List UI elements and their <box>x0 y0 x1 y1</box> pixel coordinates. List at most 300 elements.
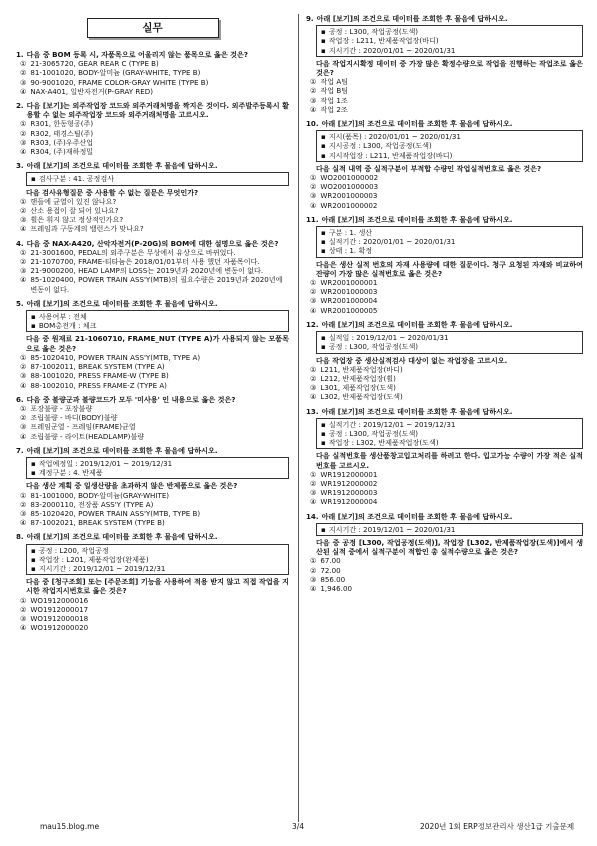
question-text: 아래 [보기]의 조건으로 데이터를 조회한 후 물음에 답하시오. <box>321 319 513 329</box>
answer-option <box>310 201 583 210</box>
sub-question: 다음 작업장 중 생산실적검사 대상이 없는 작업장을 고르시오. <box>316 355 508 365</box>
answer-option <box>310 556 583 565</box>
option-number: ② <box>310 287 317 297</box>
option-number: ① <box>20 490 27 500</box>
condition-box <box>316 130 583 162</box>
answer-option <box>310 77 583 86</box>
answer-option <box>20 614 289 623</box>
answer-option <box>310 96 583 105</box>
bullet-icon: ▪ <box>321 342 326 352</box>
condition-line <box>31 312 284 321</box>
bullet-icon: ▪ <box>321 246 326 256</box>
question-stem <box>306 215 583 224</box>
option-text: WO1912000018 <box>30 613 89 623</box>
condition-box <box>26 544 289 576</box>
option-number: ③ <box>310 488 317 498</box>
bullet-icon: ▪ <box>321 150 326 160</box>
condition-line <box>31 459 284 468</box>
option-number: ① <box>310 278 317 288</box>
option-number: ② <box>310 478 317 488</box>
option-text: L212, 반제품작업장(휠) <box>320 373 396 383</box>
option-number: ③ <box>20 77 27 87</box>
condition-text: 실적기간 : 2020/01/01 ~ 2020/01/31 <box>328 237 456 247</box>
condition-text: 실적일 : 2019/12/01 ~ 2020/01/31 <box>328 333 449 343</box>
answer-option <box>20 432 289 441</box>
option-number: ③ <box>20 137 27 147</box>
question-stem <box>306 14 583 23</box>
condition-line <box>321 333 578 342</box>
question-number: 11. <box>306 214 319 224</box>
bullet-icon: ▪ <box>321 132 326 142</box>
question-stem <box>16 50 289 59</box>
option-text: WR1912000002 <box>320 478 378 488</box>
answer-option <box>20 422 289 431</box>
question-10 <box>306 119 583 210</box>
option-text: 조립불량 - 바디(BODY)불량 <box>30 413 118 423</box>
question-6 <box>16 395 289 441</box>
option-number: ② <box>310 565 317 575</box>
question-text: 아래 [보기]의 조건으로 데이터를 조회한 후 물음에 답하시오. <box>321 214 513 224</box>
left-column <box>16 14 289 637</box>
option-number: ④ <box>20 518 27 528</box>
question-11 <box>306 215 583 315</box>
answer-option <box>20 491 289 500</box>
condition-line <box>321 151 578 160</box>
question-stem <box>306 407 583 416</box>
condition-line <box>31 174 284 183</box>
answer-option <box>310 575 583 584</box>
option-number: ① <box>20 403 27 413</box>
question-number: 14. <box>306 511 319 521</box>
question-14 <box>306 512 583 594</box>
sub-question: 다음은 생산 실적 번호의 자재 사용량에 대한 질문이다. 청구 요청된 자재와 비교하여 잔량이 가장 많은 실적번호로 옳은 것은? <box>316 259 583 278</box>
condition-line <box>31 564 284 573</box>
option-text: WO1912000017 <box>30 604 89 614</box>
answer-option <box>20 129 289 138</box>
condition-text: 작업장 : L211, 반제품작업장(바디) <box>328 36 439 46</box>
option-number: ③ <box>20 613 27 623</box>
footer-site: mau15.blog.me <box>40 822 100 831</box>
option-text: 90-9001020, FRAME COLOR-GRAY WHITE (TYPE B) <box>30 77 209 87</box>
condition-line <box>321 246 578 255</box>
answer-option <box>20 215 289 224</box>
option-number: ③ <box>310 95 317 105</box>
question-8 <box>16 532 289 632</box>
condition-box <box>316 418 583 450</box>
option-text: NAX-A401, 일반자전거(P-GRAY RED) <box>30 86 153 96</box>
answer-option <box>20 623 289 632</box>
question-text: 아래 [보기]의 조건으로 데이터를 조회한 후 물음에 답하시오. <box>316 14 508 23</box>
condition-line <box>321 46 578 55</box>
option-text: WR2001000002 <box>320 200 378 210</box>
option-number: ④ <box>310 392 317 402</box>
option-text: WR2001000004 <box>320 296 378 306</box>
bullet-icon: ▪ <box>31 174 36 184</box>
answer-option <box>20 266 289 275</box>
answer-option <box>310 584 583 593</box>
question-12 <box>306 320 583 402</box>
option-number: ② <box>20 68 27 78</box>
option-number: ① <box>20 59 27 69</box>
answer-option <box>20 353 289 362</box>
option-text: 1,946.00 <box>320 583 352 593</box>
option-number: ③ <box>310 296 317 306</box>
option-text: 산소 용접이 잘 되어 있나요? <box>30 206 119 216</box>
question-text: 아래 [보기]의 조건으로 데이터를 조회한 후 물음에 답하시오. <box>321 406 513 416</box>
option-number: ③ <box>20 508 27 518</box>
option-number: ② <box>20 362 27 372</box>
condition-line <box>321 132 578 141</box>
option-text: 작업 A팀 <box>320 77 349 87</box>
question-stem <box>16 299 289 308</box>
bullet-icon: ▪ <box>321 141 326 151</box>
condition-line <box>321 342 578 351</box>
answer-option <box>20 518 289 527</box>
footer-page-number: 3/4 <box>292 822 305 831</box>
option-number: ② <box>20 413 27 423</box>
condition-line <box>31 468 284 477</box>
bullet-icon: ▪ <box>321 419 326 429</box>
option-number: ④ <box>20 623 27 633</box>
sub-question: 다음 검사유형질문 중 사용할 수 없는 질문은 무엇인가? <box>26 187 199 197</box>
condition-line <box>321 438 578 447</box>
option-text: 작업 2조 <box>320 104 348 114</box>
question-text: 다음 중 불량군과 불량코드가 모두 '미사용' 인 내용으로 옳은 것은? <box>26 394 236 404</box>
option-number: ④ <box>20 224 27 234</box>
answer-option <box>20 413 289 422</box>
question-2 <box>16 101 289 156</box>
option-number: ③ <box>310 574 317 584</box>
option-text: R301, 한동형공(주) <box>30 119 94 129</box>
bullet-icon: ▪ <box>321 45 326 55</box>
condition-box <box>26 310 289 332</box>
option-text: 포장불량 - 포장불량 <box>30 403 93 413</box>
footer-exam-title: 2020년 1회 ERP정보관리사 생산1급 기출문제 <box>420 822 575 831</box>
answer-option <box>20 78 289 87</box>
right-column <box>306 14 583 598</box>
option-text: R302, 태경스틸(주) <box>30 128 94 138</box>
answer-option <box>20 371 289 380</box>
question-3 <box>16 161 289 233</box>
answer-option <box>310 497 583 506</box>
option-text: WR2001000003 <box>320 287 378 297</box>
option-text: 21-3001600, PEDAL의 외주구분은 무상에서 유상으로 바뀌었다. <box>30 247 236 257</box>
option-number: ① <box>20 352 27 362</box>
condition-text: 공정 : L300, 작업공정(도색) <box>328 27 419 37</box>
answer-option <box>310 566 583 575</box>
option-number: ④ <box>310 305 317 315</box>
option-text: WR1912000001 <box>320 469 378 479</box>
condition-line <box>321 237 578 246</box>
option-text: 67.00 <box>320 556 341 566</box>
condition-box <box>316 25 583 57</box>
condition-line <box>321 141 578 150</box>
condition-line <box>321 525 578 534</box>
option-number: ② <box>20 604 27 614</box>
bullet-icon: ▪ <box>321 36 326 46</box>
answer-option <box>310 306 583 315</box>
question-text: 다음 [보기]는 외주작업장 코드와 외주거래처명을 짝지은 것이다. 외주발주등록시 활용할 수 없는 외주작업장 코드와 외주거래처명을 고르시오. <box>26 101 289 120</box>
question-1 <box>16 50 289 96</box>
option-number: ① <box>20 196 27 206</box>
answer-option <box>310 105 583 114</box>
option-text: 85-1020410, POWER TRAIN ASS'Y(MTB, TYPE A) <box>30 352 201 362</box>
option-number: ④ <box>310 104 317 114</box>
option-number: ④ <box>310 200 317 210</box>
option-text: 83-2000110, 전장품 ASS'Y (TYPE A) <box>30 499 154 509</box>
question-number: 6. <box>16 394 24 404</box>
bullet-icon: ▪ <box>321 428 326 438</box>
condition-text: 지시기간 : 2020/01/01 ~ 2020/01/31 <box>328 45 456 55</box>
option-number: ② <box>20 206 27 216</box>
question-number: 5. <box>16 298 24 308</box>
option-text: 21-3065720, GEAR REAR C (TYPE B) <box>30 59 159 69</box>
bullet-icon: ▪ <box>31 468 36 478</box>
question-number: 7. <box>16 445 24 455</box>
question-text: 다음 중 BOM 등록 시, 자품목으로 어울리지 않는 품목으로 옳은 것은? <box>26 50 248 59</box>
question-13 <box>306 407 583 507</box>
question-number: 10. <box>306 119 319 129</box>
answer-option <box>310 86 583 95</box>
question-number: 4. <box>16 238 24 248</box>
question-number: 1. <box>16 50 24 59</box>
answer-option <box>310 191 583 200</box>
option-text: L211, 반제품작업장(바디) <box>320 364 403 374</box>
question-text: 아래 [보기]의 조건으로 데이터를 조회한 후 물음에 답하시오. <box>26 445 218 455</box>
answer-option <box>310 173 583 182</box>
bullet-icon: ▪ <box>31 312 36 322</box>
condition-text: 구분 : 1. 생산 <box>328 228 373 238</box>
question-stem <box>16 239 289 248</box>
option-text: WO2001000002 <box>320 173 379 183</box>
option-text: WR1912000003 <box>320 488 378 498</box>
option-number: ③ <box>20 422 27 432</box>
option-text: WO2001000003 <box>320 182 379 192</box>
option-text: 81-1001020, BODY-알미늄 (GRAY-WHITE, TYPE B) <box>30 68 201 78</box>
question-stem <box>306 320 583 329</box>
option-text: 작업 1조 <box>320 95 348 105</box>
option-number: ① <box>20 119 27 129</box>
option-text: 휠은 휘지 않고 정상적인가요? <box>30 215 124 225</box>
question-text: 아래 [보기]의 조건으로 데이터를 조회한 후 물음에 답하시오. <box>321 511 513 521</box>
answer-option <box>310 392 583 401</box>
question-7 <box>16 446 289 528</box>
option-number: ① <box>310 364 317 374</box>
question-text: 다음 중 NAX-A420, 산악자전거(P-20G)의 BOM에 대한 설명으로 옳은 것은? <box>26 238 279 248</box>
sub-question: 다음 중 원재료 21-1060710, FRAME_NUT (TYPE A)가 사용되지 않는 모품목으로 옳은 것은? <box>26 334 289 353</box>
answer-option <box>20 500 289 509</box>
answer-option <box>20 138 289 147</box>
option-number: ③ <box>20 266 27 276</box>
condition-text: 실적기간 : 2019/12/01 ~ 2019/12/31 <box>328 419 456 429</box>
question-text: 아래 [보기]의 조건으로 데이터를 조회한 후 물음에 답하시오. <box>26 532 218 542</box>
condition-box <box>26 457 289 479</box>
sub-question: 다음 중 공정 [L300, 작업공정(도색)], 작업장 [L302, 반제품작업장(도색)]에서 생산된 실적 중에서 실적구분이 적합인 총 실적수량으로 옳은 것은? <box>316 537 583 557</box>
answer-option <box>310 470 583 479</box>
option-text: R304, (주)재하정밀 <box>30 147 94 157</box>
question-9 <box>306 14 583 114</box>
option-text: 프레임과 구동계의 밸런스가 맞나요? <box>30 224 144 234</box>
question-stem <box>16 161 289 170</box>
option-text: WO1912000016 <box>30 595 89 605</box>
condition-line <box>321 228 578 237</box>
bullet-icon: ▪ <box>321 27 326 37</box>
answer-option <box>20 257 289 266</box>
option-number: ④ <box>20 86 27 96</box>
question-number: 13. <box>306 406 319 416</box>
bullet-icon: ▪ <box>321 524 326 534</box>
answer-option <box>20 59 289 68</box>
option-number: ④ <box>310 583 317 593</box>
answer-option <box>310 488 583 497</box>
answer-option <box>20 147 289 156</box>
option-text: 88-1001020, PRESS FRAME-W (TYPE B) <box>30 371 169 381</box>
condition-text: 사용여부 : 전체 <box>38 312 87 322</box>
option-number: ③ <box>310 191 317 201</box>
answer-option <box>20 381 289 390</box>
condition-text: 지시작업장 : L211, 반제품작업장(바디) <box>328 150 453 160</box>
answer-option <box>310 287 583 296</box>
condition-line <box>321 429 578 438</box>
option-text: 핸들에 균열이 있진 않나요? <box>30 196 117 206</box>
condition-text: 지시공정 : L300, 작업공정(도색) <box>328 141 432 151</box>
option-number: ④ <box>20 275 27 285</box>
option-text: 프레임군열 - 프레임(FRAME)균열 <box>30 422 136 432</box>
column-divider <box>298 14 299 822</box>
condition-text: 계정구분 : 4. 반제품 <box>38 468 103 478</box>
option-text: 87-1002011, BREAK SYSTEM (TYPE A) <box>30 362 165 372</box>
answer-option <box>20 248 289 257</box>
option-text: WR1912000004 <box>320 497 378 507</box>
option-number: ③ <box>20 371 27 381</box>
condition-text: 지시(품목) : 2020/01/01 ~ 2020/01/31 <box>328 132 461 142</box>
question-text: 아래 [보기]의 조건으로 데이터를 조회한 후 물음에 답하시오. <box>321 119 513 129</box>
question-number: 8. <box>16 532 24 542</box>
option-number: ④ <box>20 380 27 390</box>
option-number: ④ <box>20 147 27 157</box>
condition-text: 지시기간 : 2019/12/01 ~ 2019/12/31 <box>38 563 166 573</box>
bullet-icon: ▪ <box>31 545 36 555</box>
question-5 <box>16 299 289 390</box>
section-title: 실무 <box>87 18 219 38</box>
condition-box <box>26 172 289 185</box>
question-number: 3. <box>16 161 24 171</box>
answer-option <box>310 296 583 305</box>
option-number: ② <box>20 128 27 138</box>
bullet-icon: ▪ <box>321 333 326 343</box>
sub-question: 다음 작업지시확정 데이터 중 가장 많은 확정수량으로 작업을 진행하는 작업조로 옳은 것은? <box>316 58 583 78</box>
answer-option <box>310 365 583 374</box>
condition-line <box>321 27 578 36</box>
option-text: R303, (주)우주산업 <box>30 137 94 147</box>
condition-text: 공정 : L200, 작업공정 <box>38 545 109 555</box>
condition-line <box>321 36 578 45</box>
condition-text: 작업예정일 : 2019/12/01 ~ 2019/12/31 <box>38 458 173 468</box>
condition-text: 상태 : 1. 확정 <box>328 246 373 256</box>
option-text: 88-1002010, PRESS FRAME-Z (TYPE A) <box>30 380 167 390</box>
option-number: ① <box>20 247 27 257</box>
option-number: ① <box>310 173 317 183</box>
option-number: ② <box>310 86 317 96</box>
condition-line <box>31 321 284 330</box>
question-4 <box>16 239 289 294</box>
option-text: 856.00 <box>320 574 346 584</box>
option-text: 87-1002021, BREAK SYSTEM (TYPE B) <box>30 518 165 528</box>
option-number: ② <box>310 373 317 383</box>
condition-text: 작업장 : L201, 제품작업장(완제품) <box>38 554 149 564</box>
answer-option <box>310 374 583 383</box>
option-number: ④ <box>20 431 27 441</box>
answer-option <box>20 596 289 605</box>
option-number: ② <box>20 257 27 267</box>
answer-option <box>20 275 289 293</box>
option-number: ① <box>20 595 27 605</box>
bullet-icon: ▪ <box>31 321 36 331</box>
question-stem <box>16 101 289 119</box>
answer-option <box>310 383 583 392</box>
sub-question: 다음 실적 내역 중 실적구분이 부적합 수량인 작업실적번호로 옳은 것은? <box>316 163 542 173</box>
question-text: 아래 [보기]의 조건으로 데이터를 조회한 후 물음에 답하시오. <box>26 298 218 308</box>
option-text: 85-1020420, POWER TRAIN ASS'Y(MTB, TYPE B) <box>30 508 201 518</box>
condition-box <box>316 226 583 258</box>
question-number: 2. <box>16 101 24 111</box>
option-number: ③ <box>20 215 27 225</box>
question-text: 아래 [보기]의 조건으로 데이터를 조회한 후 물음에 답하시오. <box>26 161 218 171</box>
option-text: 81-1001000, BODY-알미늄(GRAY-WHITE) <box>30 490 170 500</box>
question-stem <box>16 446 289 455</box>
option-number: ① <box>310 556 317 566</box>
answer-option <box>310 479 583 488</box>
option-text: WR2001000005 <box>320 305 378 315</box>
answer-option <box>20 68 289 77</box>
answer-option <box>310 278 583 287</box>
answer-option <box>20 224 289 233</box>
bullet-icon: ▪ <box>321 237 326 247</box>
question-number: 9. <box>306 14 314 23</box>
option-number: ② <box>310 182 317 192</box>
option-text: 작업 B팀 <box>320 86 349 96</box>
option-text: 21-9000200, HEAD LAMP의 LOSS는 2019년과 2020년에 변동이 없다. <box>30 266 264 276</box>
answer-option <box>20 119 289 128</box>
option-text: 72.00 <box>320 565 341 575</box>
question-stem <box>16 395 289 404</box>
question-stem <box>306 119 583 128</box>
answer-option <box>20 509 289 518</box>
bullet-icon: ▪ <box>31 458 36 468</box>
sub-question: 다음 실적번호를 생산품창고입고처리를 하려고 한다. 입고가능 수량이 가장 적은 실적번호를 고르시오. <box>316 451 583 470</box>
condition-text: 검사구분 : 41. 공정검사 <box>38 174 115 184</box>
option-text: WR2001000003 <box>320 191 378 201</box>
option-text: 21-1070700, FRAME-티타늄은 2018/01/01부터 사용 했던 자품목이다. <box>30 257 260 267</box>
option-text: WR2001000001 <box>320 278 378 288</box>
answer-option <box>310 182 583 191</box>
answer-option <box>20 404 289 413</box>
option-number: ① <box>310 469 317 479</box>
option-text: 조립불량 - 라이트(HEADLAMP)불량 <box>30 431 145 441</box>
question-stem <box>306 512 583 521</box>
option-text: L302, 반제품작업장(도색) <box>320 392 403 402</box>
condition-box <box>316 523 583 536</box>
option-number: ③ <box>310 383 317 393</box>
condition-line <box>31 555 284 564</box>
condition-text: 공정 : L300, 작업공정(도색) <box>328 342 419 352</box>
sub-question: 다음 중 [청구조회] 또는 [주문조회] 기능을 사용하여 적용 받지 않고 직접 작업을 지시한 작업지시번호로 옳은 것은? <box>26 577 289 596</box>
option-number: ② <box>20 499 27 509</box>
bullet-icon: ▪ <box>31 554 36 564</box>
option-text: L301, 제품작업장(도색) <box>320 383 396 393</box>
condition-box <box>316 331 583 353</box>
condition-line <box>321 420 578 429</box>
